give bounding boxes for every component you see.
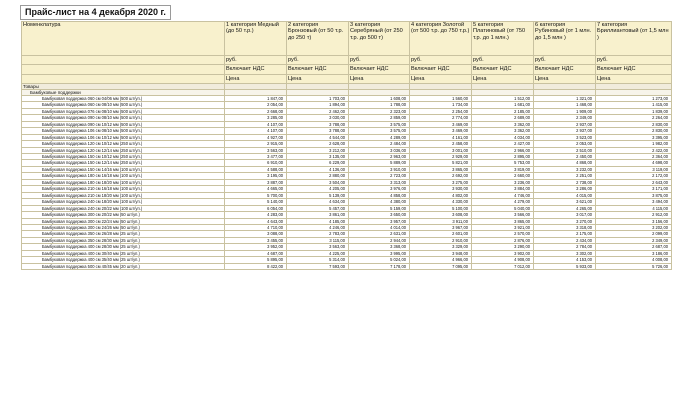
price-cell: 3 910,00 [349, 166, 410, 172]
price-cell: 2 601,00 [410, 231, 472, 237]
vat-cell: Включает НДС [225, 65, 287, 74]
price-cell: 2 895,00 [472, 153, 534, 159]
price-cell: 1 608,00 [349, 95, 410, 101]
price-cell: 2 668,00 [225, 108, 287, 114]
price-cell: 3 313,00 [349, 179, 410, 185]
price-cell: 2 631,00 [349, 231, 410, 237]
price-cell: 4 710,00 [225, 224, 287, 230]
price-cell: 7 593,00 [287, 263, 349, 269]
price-cell: 4 161,00 [410, 134, 472, 140]
price-cell: 2 830,00 [596, 128, 672, 134]
price-cell: 2 422,00 [596, 147, 672, 153]
price-cell: 3 887,00 [225, 179, 287, 185]
product-name: Бамбуковая поддержка 106 см 10/12 мм (500 шт/уп.) [22, 134, 225, 140]
price-cell: 3 504,00 [287, 179, 349, 185]
price-cell: 4 265,00 [534, 205, 596, 211]
price-cell: 3 119,00 [596, 166, 672, 172]
product-name: Бамбуковая поддержка 180 см 18/20 мм (100 шт/уп.) [22, 179, 225, 185]
price-cell: 2 937,00 [534, 121, 596, 127]
product-name: Бамбуковая поддержка 300 см 20/22 мм (50 шт/уп.) [22, 212, 225, 218]
price-cell: 3 976,00 [349, 186, 410, 192]
price-cell: 2 783,00 [287, 231, 349, 237]
price-cell: 3 819,00 [472, 166, 534, 172]
product-name: Бамбуковая поддержка 350 см 26/28 мм (25 шт/уп.) [22, 231, 225, 237]
product-name: Бамбуковая поддержка 300 см 24/26 мм (50 шт/уп.) [22, 224, 225, 230]
price-label-cell: Цена [534, 74, 596, 83]
price-cell: 1 982,00 [596, 141, 672, 147]
price-cell: 5 821,00 [410, 160, 472, 166]
price-cell: 2 099,00 [596, 231, 672, 237]
price-cell: 3 575,00 [349, 128, 410, 134]
price-cell: 2 462,00 [287, 108, 349, 114]
vat-cell: Включает НДС [472, 65, 534, 74]
price-cell: 3 302,00 [534, 250, 596, 256]
price-label-row [22, 74, 672, 83]
product-name: Бамбуковая поддержка 106 см 08/10 мм (500 шт/уп.) [22, 128, 225, 134]
price-cell: 3 036,00 [349, 147, 410, 153]
price-cell: 2 876,00 [472, 237, 534, 243]
price-cell: 2 880,00 [287, 173, 349, 179]
price-cell: 3 001,00 [410, 147, 472, 153]
currency-cell: руб. [225, 56, 287, 65]
product-name: Бамбуковая поддержка 150 см 12/14 мм (250 шт/уп.) [22, 160, 225, 166]
price-label-cell: Цена [472, 74, 534, 83]
price-cell: 3 875,00 [596, 192, 672, 198]
price-cell: 4 008,00 [596, 257, 672, 263]
price-cell: 3 156,00 [596, 218, 672, 224]
price-cell: 2 643,00 [596, 179, 672, 185]
price-cell: 2 053,00 [534, 141, 596, 147]
price-cell: 2 458,00 [410, 141, 472, 147]
price-cell: 2 185,00 [472, 108, 534, 114]
price-table [21, 21, 672, 270]
vat-cell: Включает НДС [410, 65, 472, 74]
price-cell: 3 948,00 [410, 250, 472, 256]
price-cell: 1 681,00 [472, 102, 534, 108]
product-name: Бамбуковая поддержка 150 см 10/12 мм (250 шт/уп.) [22, 153, 225, 159]
price-cell: 3 202,00 [596, 224, 672, 230]
price-cell: 4 136,00 [287, 166, 349, 172]
price-cell: 4 107,00 [225, 128, 287, 134]
price-cell: 2 570,00 [472, 231, 534, 237]
price-cell: 4 802,00 [410, 192, 472, 198]
price-cell: 3 563,00 [225, 147, 287, 153]
price-cell: 2 510,00 [534, 147, 596, 153]
price-cell: 4 966,00 [410, 257, 472, 263]
currency-row-spacer [22, 56, 225, 65]
price-cell: 3 865,00 [410, 166, 472, 172]
price-cell: 4 246,00 [287, 224, 349, 230]
price-cell: 3 270,00 [534, 218, 596, 224]
price-cell: 4 380,00 [349, 199, 410, 205]
price-cell: 2 427,00 [472, 141, 534, 147]
price-cell: 3 030,00 [287, 115, 349, 121]
price-cell: 2 910,00 [410, 237, 472, 243]
price-cell: 3 329,00 [410, 244, 472, 250]
group-label-goods: Товары [22, 83, 225, 89]
price-cell: 4 330,00 [410, 199, 472, 205]
price-cell: 4 205,00 [287, 186, 349, 192]
price-cell: 1 734,00 [410, 102, 472, 108]
price-cell: 2 364,00 [596, 153, 672, 159]
price-cell: 1 321,00 [534, 95, 596, 101]
price-cell: 5 457,00 [287, 205, 349, 211]
price-cell: 4 289,00 [349, 134, 410, 140]
price-cell: 1 703,00 [287, 95, 349, 101]
price-cell: 3 494,00 [596, 199, 672, 205]
price-cell: 1 839,00 [596, 108, 672, 114]
vat-cell: Включает НДС [534, 65, 596, 74]
price-cell: 2 723,00 [349, 173, 410, 179]
currency-cell: руб. [596, 56, 672, 65]
price-cell: 3 477,00 [225, 153, 287, 159]
price-cell: 3 285,00 [225, 115, 287, 121]
price-cell: 3 362,00 [472, 121, 534, 127]
currency-cell: руб. [410, 56, 472, 65]
product-name: Бамбуковая поддержка 350 см 28/30 мм (25 шт/уп.) [22, 237, 225, 243]
currency-cell: руб. [287, 56, 349, 65]
price-cell: 2 830,00 [596, 121, 672, 127]
vat-cell: Включает НДС [596, 65, 672, 74]
price-cell: 3 608,00 [410, 212, 472, 218]
price-label-cell: Цена [225, 74, 287, 83]
price-cell: 4 225,00 [287, 250, 349, 256]
price-cell: 2 175,00 [534, 231, 596, 237]
price-label-cell: Цена [349, 74, 410, 83]
price-cell: 3 469,00 [410, 121, 472, 127]
price-cell: 3 650,00 [349, 212, 410, 218]
price-cell: 2 738,00 [534, 179, 596, 185]
price-cell: 3 232,00 [534, 166, 596, 172]
price-cell: 2 264,00 [596, 115, 672, 121]
price-cell: 4 115,00 [596, 205, 672, 211]
price-cell: 6 229,00 [287, 160, 349, 166]
price-cell: 4 927,00 [225, 134, 287, 140]
price-cell: 3 911,00 [410, 218, 472, 224]
price-cell: 2 349,00 [596, 237, 672, 243]
price-cell: 5 140,00 [225, 199, 287, 205]
price-cell: 3 236,00 [472, 179, 534, 185]
price-cell: 3 921,00 [472, 224, 534, 230]
price-cell: 2 172,00 [596, 173, 672, 179]
price-cell: 4 279,00 [472, 199, 534, 205]
price-cell: 3 788,00 [287, 121, 349, 127]
price-cell: 3 788,00 [287, 128, 349, 134]
product-name: Бамбуковая поддержка 300 см 22/24 мм (50 шт/уп.) [22, 218, 225, 224]
price-cell: 5 139,00 [287, 192, 349, 198]
price-cell: 2 774,00 [410, 115, 472, 121]
price-cell: 5 726,00 [596, 263, 672, 269]
price-cell: 1 909,00 [534, 108, 596, 114]
price-cell: 8 422,00 [225, 263, 287, 269]
price-cell: 1 788,00 [349, 102, 410, 108]
price-cell: 2 687,00 [596, 244, 672, 250]
price-cell: 3 455,00 [225, 237, 287, 243]
vat-row [22, 65, 672, 74]
price-cell: 1 512,00 [472, 95, 534, 101]
price-cell: 3 171,00 [596, 186, 672, 192]
product-name: Бамбуковая поддержка 180 см 16/18 мм (100 шт/уп.) [22, 173, 225, 179]
price-cell: 3 967,00 [410, 224, 472, 230]
price-cell: 3 186,00 [596, 250, 672, 256]
price-row-spacer [22, 74, 225, 83]
product-name: Бамбуковая поддержка 120 см 10/12 мм (250 шт/уп.) [22, 141, 225, 147]
column-header-category: 7 категория Бриллиантовый (от 1,5 млн ) [596, 22, 672, 56]
price-cell: 2 628,00 [287, 141, 349, 147]
price-cell: 5 024,00 [349, 257, 410, 263]
price-cell: 3 957,00 [349, 218, 410, 224]
product-name: Бамбуковая поддержка 060 см 04/06 мм (500 шт/уп.) [22, 95, 225, 101]
currency-row [22, 56, 672, 65]
price-cell: 1 894,00 [287, 102, 349, 108]
price-cell: 1 560,00 [410, 95, 472, 101]
price-cell: 3 469,00 [410, 128, 472, 134]
page-title: Прайс-лист на 4 декабря 2020 г. [20, 5, 171, 20]
price-cell: 3 195,00 [225, 173, 287, 179]
price-cell: 1 273,00 [596, 95, 672, 101]
price-cell: 4 283,00 [225, 212, 287, 218]
price-cell: 5 895,00 [225, 257, 287, 263]
price-cell: 2 349,00 [534, 115, 596, 121]
price-cell: 2 660,00 [472, 173, 534, 179]
price-cell: 3 995,00 [349, 250, 410, 256]
price-cell: 4 014,00 [349, 224, 410, 230]
price-cell: 2 915,00 [225, 141, 287, 147]
price-cell: 1 415,00 [596, 102, 672, 108]
price-cell: 3 362,00 [472, 128, 534, 134]
price-cell: 5 753,00 [472, 160, 534, 166]
product-name: Бамбуковая поддержка 210 см 18/20 мм (100 шт/уп.) [22, 192, 225, 198]
price-cell: 3 523,00 [534, 134, 596, 140]
price-cell: 2 692,00 [410, 173, 472, 179]
product-name: Бамбуковая поддержка 240 см 20/22 мм (100 шт/уп.) [22, 205, 225, 211]
price-cell: 3 135,00 [287, 153, 349, 159]
column-header-name: Номенклатура [22, 22, 225, 56]
price-cell: 2 689,00 [472, 115, 534, 121]
price-label-cell: Цена [596, 74, 672, 83]
vat-cell: Включает НДС [349, 65, 410, 74]
price-cell: 4 908,00 [472, 257, 534, 263]
price-cell: 3 563,00 [287, 244, 349, 250]
price-cell: 2 251,00 [534, 173, 596, 179]
product-name: Бамбуковая поддержка 120 см 12/14 мм (250 шт/уп.) [22, 147, 225, 153]
price-cell: 4 643,00 [225, 218, 287, 224]
price-cell: 3 017,00 [534, 212, 596, 218]
price-cell: 2 450,00 [534, 153, 596, 159]
column-header-category: 2 категория Бронзовый (от 50 т.р. до 250 т) [287, 22, 349, 56]
price-cell: 2 254,00 [410, 108, 472, 114]
product-name: Бамбуковая поддержка 500 см 40/45 мм (20 шт/уп.) [22, 263, 225, 269]
price-cell: 4 544,00 [287, 134, 349, 140]
price-cell: 3 290,00 [472, 244, 534, 250]
column-header-category: 6 категория Рубиновый (от 1 млн. до 1,5 млн ) [534, 22, 596, 56]
currency-cell: руб. [534, 56, 596, 65]
price-cell: 4 665,00 [225, 186, 287, 192]
price-cell: 2 929,00 [410, 153, 472, 159]
column-header-category: 4 категория Золотой (от 500 т.р. до 750 т.р.) [410, 22, 472, 56]
price-cell: 5 933,00 [534, 263, 596, 269]
price-cell: 3 621,00 [534, 199, 596, 205]
vat-cell: Включает НДС [287, 65, 349, 74]
price-cell: 3 275,00 [410, 179, 472, 185]
product-name: Бамбуковая поддержка 400 см 28/30 мм (25 шт/уп.) [22, 244, 225, 250]
price-cell: 4 015,00 [534, 192, 596, 198]
price-cell: 3 575,00 [349, 121, 410, 127]
price-cell: 6 910,00 [225, 160, 287, 166]
vat-row-spacer [22, 65, 225, 74]
price-cell: 3 884,00 [472, 186, 534, 192]
price-cell: 2 054,00 [225, 102, 287, 108]
price-cell: 2 966,00 [472, 147, 534, 153]
price-label-cell: Цена [287, 74, 349, 83]
price-cell: 5 889,00 [349, 160, 410, 166]
price-cell: 6 054,00 [225, 205, 287, 211]
price-cell: 3 952,00 [225, 244, 287, 250]
price-cell: 2 944,00 [349, 237, 410, 243]
price-cell: 3 861,00 [287, 212, 349, 218]
price-cell: 4 185,00 [287, 218, 349, 224]
price-label-cell: Цена [410, 74, 472, 83]
column-header-category: 1 категория Медный (до 50 т.р.) [225, 22, 287, 56]
product-name: Бамбуковая поддержка 076 см 08/10 мм (500 шт/уп.) [22, 108, 225, 114]
price-cell: 2 937,00 [534, 128, 596, 134]
price-cell: 5 314,00 [287, 257, 349, 263]
product-name: Бамбуковая поддержка 090 см 08/10 мм (500 шт/уп.) [22, 115, 225, 121]
column-header-category: 3 категория Серебряный (от 250 т.р. до 500 т) [349, 22, 410, 56]
price-cell: 5 040,00 [472, 205, 534, 211]
currency-cell: руб. [472, 56, 534, 65]
price-cell: 4 687,00 [225, 250, 287, 256]
price-cell: 4 153,00 [534, 257, 596, 263]
price-cell: 3 566,00 [472, 212, 534, 218]
header-row [22, 22, 672, 56]
price-cell: 1 847,00 [225, 95, 287, 101]
price-cell: 4 588,00 [225, 166, 287, 172]
product-name: Бамбуковая поддержка 090 см 10/12 мм (500 шт/уп.) [22, 121, 225, 127]
price-cell: 4 107,00 [225, 121, 287, 127]
price-cell: 2 784,00 [534, 244, 596, 250]
price-cell: 3 902,00 [472, 250, 534, 256]
price-cell: 4 634,00 [287, 199, 349, 205]
product-name: Бамбуковая поддержка 400 см 35/40 мм (25 шт/уп.) [22, 257, 225, 263]
price-cell: 3 212,00 [287, 147, 349, 153]
price-cell: 7 012,00 [472, 263, 534, 269]
price-cell: 4 746,00 [472, 192, 534, 198]
table-row [22, 263, 672, 269]
product-name: Бамбуковая поддержка 150 см 14/16 мм (100 шт/уп.) [22, 166, 225, 172]
price-cell: 3 115,00 [287, 237, 349, 243]
product-name: Бамбуковая поддержка 210 см 16/18 мм (100 шт/уп.) [22, 186, 225, 192]
price-cell: 1 468,00 [534, 102, 596, 108]
price-cell: 3 865,00 [472, 218, 534, 224]
price-cell: 7 095,00 [410, 263, 472, 269]
product-name: Бамбуковая поддержка 060 см 08/10 мм (500 шт/уп.) [22, 102, 225, 108]
price-cell: 2 912,00 [596, 212, 672, 218]
price-cell: 2 484,00 [349, 141, 410, 147]
price-cell: 4 868,00 [534, 160, 596, 166]
price-cell: 3 286,00 [534, 186, 596, 192]
price-cell: 7 178,00 [349, 263, 410, 269]
price-cell: 5 100,00 [410, 205, 472, 211]
price-cell: 4 698,00 [596, 160, 672, 166]
price-cell: 2 859,00 [349, 115, 410, 121]
currency-cell: руб. [349, 56, 410, 65]
column-header-category: 5 категория Платиновый (от 750 т.р. до 1 млн.) [472, 22, 534, 56]
price-cell: 3 368,00 [349, 244, 410, 250]
group-label-bamboo: Бамбуковые поддержки [22, 89, 225, 95]
price-cell: 3 318,00 [534, 224, 596, 230]
price-cell: 3 930,00 [410, 186, 472, 192]
price-cell: 2 963,00 [349, 153, 410, 159]
product-name: Бамбуковая поддержка 240 см 18/20 мм (100 шт/уп.) [22, 199, 225, 205]
price-cell: 2 434,00 [534, 237, 596, 243]
price-cell: 3 395,00 [596, 134, 672, 140]
price-cell: 3 088,00 [225, 231, 287, 237]
price-cell: 5 700,00 [225, 192, 287, 198]
price-cell: 2 323,00 [349, 108, 410, 114]
price-cell: 4 034,00 [472, 134, 534, 140]
price-cell: 5 159,00 [349, 205, 410, 211]
price-cell: 4 858,00 [349, 192, 410, 198]
product-name: Бамбуковая поддержка 400 см 30/40 мм (25 шт/уп.) [22, 250, 225, 256]
